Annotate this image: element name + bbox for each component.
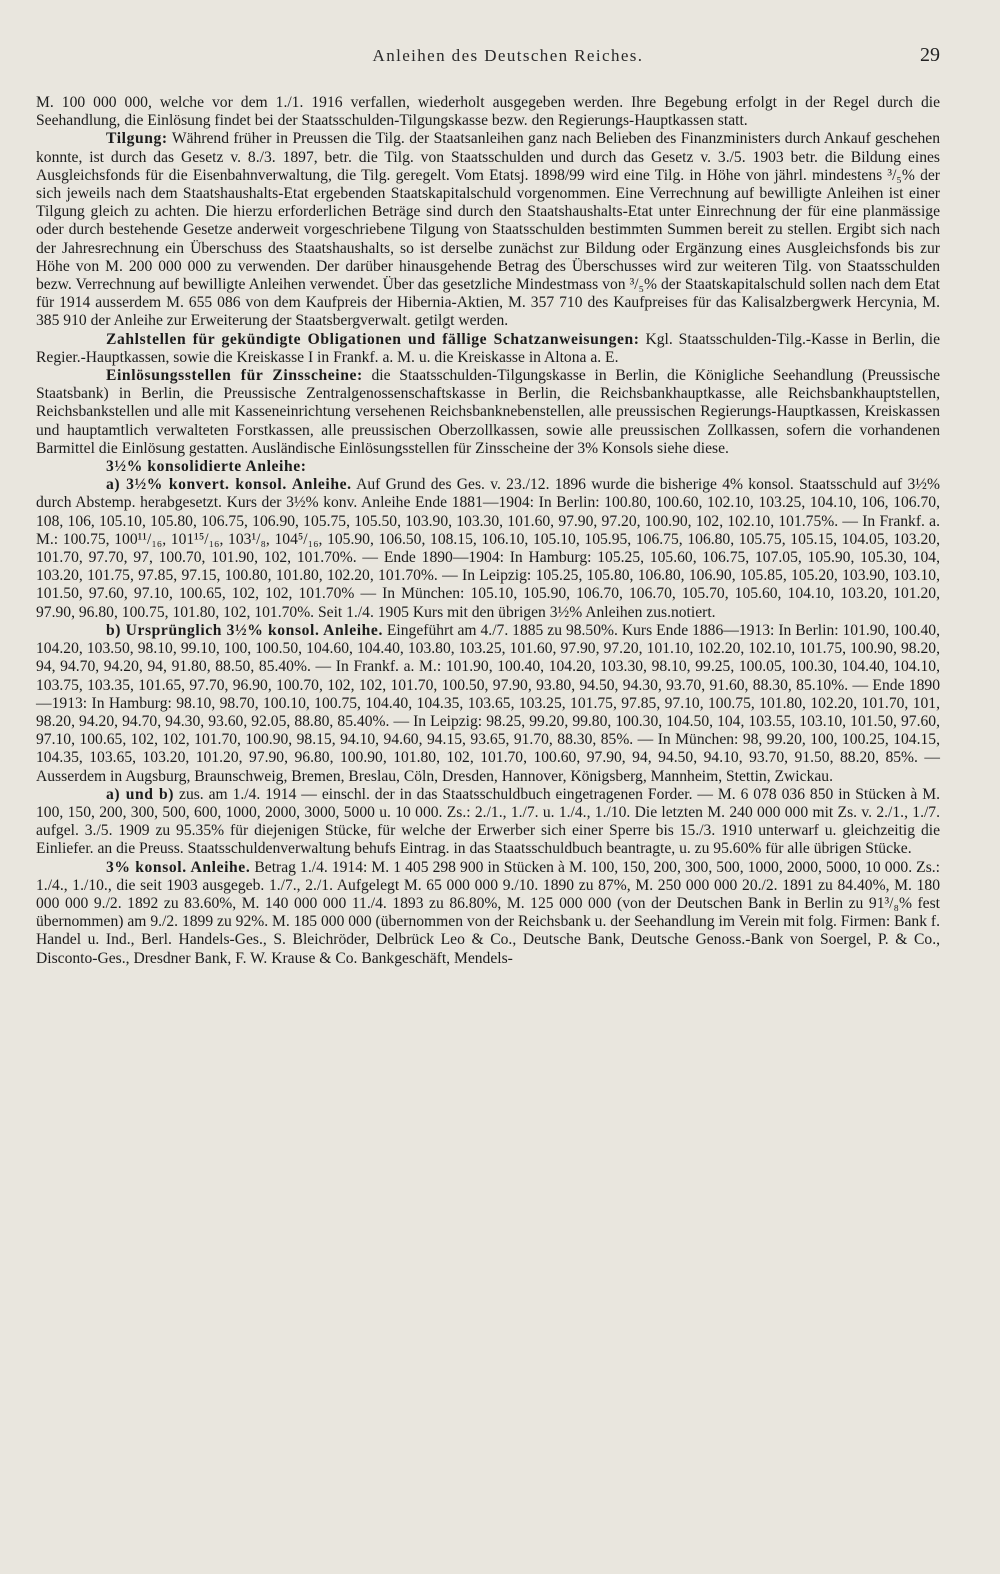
paragraph-text: zus. am 1./4. 1914 — einschl. der in das Staatsschuldbuch eingetragenen Forder. — M. 6 078 036 850 in Stücken à M. 100, 150, 200, 300, 500, 600, 1000, 2000, 3000, 5000 u. 10 000. Zs.: 2./1., 1./7. u. 1./4., 1./10. Die letzten M. 240 000 000 mit Zs. v. 2./1., 1./7. aufgel. 3./5. 1909 zu 95.35% für diejenigen Stücke, für welche der Erwerber sich einer Sperre bis 15./3. 1910 unterwarf u. gleichzeitig die Einliefer. an die Preuss. Staatsschuldenverwaltung behufs Eintrag. in das Staatsschuldbuch beantragte, u. zu 95.60% für alle übrigen Stücke. (36, 785, 940, 858)
paragraph-3pct-konsol (36, 859, 940, 968)
paragraph-heading: Zahlstellen für gekündigte Obligationen und fällige Schatzanweisungen: (106, 330, 640, 348)
running-title: Anleihen des Deutschen Reiches. (372, 46, 644, 65)
paragraph-heading: Tilgung: (106, 130, 168, 148)
paragraph-einloesungsstellen (36, 367, 940, 458)
paragraph-text: Betrag 1./4. 1914: M. 1 405 298 900 in Stücken à M. 100, 150, 200, 300, 500, 1000, 2000, 5000, 10 000. Zs.: 1./4., 1./10., die seit 1903 ausgegeb. 1./7., 2./1. Aufgelegt M. 65 000 000 9./10. 1890 zu 87%, M. 250 000 000 20./2. 1891 zu 84.40%, M. 180 000 000 9./2. 1892 zu 83.60%, M. 140 000 000 11./4. 1893 zu 86.80%, M. 125 000 000 (von der Deutschen Bank in Berlin zu 91³/₈% fest übernommen) am 9./2. 1899 zu 92%. M. 185 000 000 (übernommen von der Reichsbank u. der Seehandlung im Verein mit folg. Firmen: Bank f. Handel u. Ind., Berl. Handels-Ges., S. Bleichröder, Delbrück Leo & Co., Deutsche Bank, Deutsche Genoss.-Bank von Soergel, P. & Co., Disconto-Ges., Dresdner Bank, F. W. Krause & Co. Bankgeschäft, Mendels- (36, 858, 940, 967)
paragraph-text: Eingeführt am 4./7. 1885 zu 98.50%. Kurs Ende 1886—1913: In Berlin: 101.90, 100.40, 104.20, 103.50, 98.10, 99.10, 100, 100.50, 104.60, 104.40, 103.80, 103.25, 101.60, 97.90, 97.20, 101.10, 102.20, 102.10, 101.75, 100.90, 98.20, 94, 94.70, 94.20, 94, 91.80, 88.50, 85.40%. — In Frankf. a. M.: 101.90, 100.40, 104.20, 103.30, 98.10, 99.25, 100.05, 100.30, 104.40, 104.10, 103.75, 103.35, 101.65, 97.70, 96.90, 100.70, 102, 102, 101.70, 100.50, 97.90, 93.80, 94.50, 94.30, 93.70, 91.60, 88.30, 85.10%. — Ende 1890—1913: In Hamburg: 98.10, 98.70, 100.10, 100.75, 104.40, 104.35, 103.65, 103.25, 101.75, 97.85, 97.10, 100.75, 101.80, 102.20, 101.70, 101, 98.20, 94.20, 94.70, 94.30, 93.60, 92.05, 88.80, 85.40%. — In Leipzig: 98.25, 99.20, 99.80, 100.30, 104.50, 104, 103.55, 103.10, 101.50, 97.60, 97.10, 100.65, 102, 102, 101.70, 100.90, 98.15, 94.10, 94.60, 94.15, 93.65, 91.70, 88.30, 85%. — In München: 98, 99.20, 100, 100.25, 104.15, 104.35, 103.65, 103.20, 101.20, 97.90, 96.80, 100.90, 101.80, 102, 101.70, 100.60, 97.90, 94, 94.50, 94.10, 93.70, 91.50, 88.20, 85%. — Ausserdem in Augsburg, Braunschweig, Bremen, Breslau, Cöln, Dresden, Hannover, Königsberg, Mannheim, Stettin, Zwickau. (36, 621, 941, 785)
section-heading-konsolidierte-anleihe (36, 458, 940, 476)
paragraph-zusammen (36, 786, 940, 859)
paragraph-text: die Staatsschulden-Tilgungskasse in Berlin, die Königliche Seehandlung (Preussische Staatsbank) in Berlin, die Preussische Zentralgenossenschaftskasse in Berlin, die Reichsbankhauptkasse, alle Reichsbankhauptstellen, Reichsbankstellen und alle mit Kasseneinrichtung versehenen Reichsbanknebenstellen, alle preussischen Regierungs-Hauptkassen, Kreiskassen und hauptamtlich verwalteten Forstkassen, alle preussischen Oberzollkassen, sowie alle preussischen Zollkassen, sofern die vorhandenen Barmittel die Einlösung gestatten. Ausländische Einlösungsstellen für Zinsscheine der 3% Konsols siehe diese. (36, 367, 940, 457)
paragraph-text: Während früher in Preussen die Tilg. der Staatsanleihen ganz nach Belieben des Finanzministers durch Ankauf geschehen konnte, ist durch das Gesetz v. 8./3. 1897, betr. die Tilg. von Staatsschulden und durch das Gesetz v. 3./5. 1903 betr. die Bildung eines Ausgleichsfonds für die Eisenbahnverwaltung, die Tilg. geregelt. Vom Etatsj. 1898/99 wird eine Tilg. in Höhe von jährl. mindestens ³/₅% der sich jeweils nach dem Staatshaushalts-Etat ergebenden Staatskapitalschuld vorgenommen. Eine Verrechnung auf bewilligte Anleihen ist einer Tilgung gleich zu achten. Die hierzu erforderlichen Beträge sind durch den Staatshaushalts-Etat unter Einrechnung der für eine planmässige oder durch bestehende Gesetze anderweit vorgeschriebene Tilgung von Staatsschulden bestimmten Summen bereit zu stellen. Ergibt sich nach der Jahresrechnung ein Überschuss des Staatshaushalts, so ist derselbe zunächst zur Bildung oder Ergänzung eines Ausgleichsfonds bis zur Höhe von M. 200 000 000 zu verwenden. Der darüber hinausgehende Betrag des Überschusses wird zur weiteren Tilg. von Staatsschulden bezw. Verrechnung auf bewilligte Anleihen verwendet. Über das gesetzliche Mindestmass von ³/₅% der Staatskapitalschuld sollen nach dem Etat für 1914 ausserdem M. 655 086 von dem Kaufpreis der Hibernia-Aktien, M. 357 710 des Kaufpreises für das Kalisalzbergwerk Hercynia, M. 385 910 der Anleihe zur Erweiterung der Staatsbergverwalt. getilgt werden. (36, 130, 940, 330)
paragraph-zahlstellen (36, 331, 940, 367)
running-head (36, 44, 940, 94)
paragraph-tilgung (36, 130, 940, 330)
paragraph-intro (36, 94, 940, 130)
paragraph-konvert-anleihe (36, 476, 940, 622)
paragraph-heading: Einlösungsstellen für Zinsscheine: (106, 367, 363, 385)
section-heading: 3½% konsolidierte Anleihe: (106, 458, 307, 476)
paragraph-heading: a) und b) (106, 785, 175, 803)
paragraph-text: M. 100 000 000, welche vor dem 1./1. 1916 verfallen, wiederholt ausgegeben werden. Ihre Begebung erfolgt in der Regel durch die Seehandlung, die Einlösung findet bei der Staatsschulden-Tilgungskasse bezw. den Regierungs-Hauptkassen statt. (36, 94, 940, 130)
paragraph-urspruenglich-anleihe (36, 622, 940, 786)
paragraph-heading: a) 3½% konvert. konsol. Anleihe. (106, 476, 352, 494)
paragraph-heading: b) Ursprünglich 3½% konsol. Anleihe. (106, 621, 383, 639)
paragraph-text: Auf Grund des Ges. v. 23./12. 1896 wurde die bisherige 4% konsol. Staatsschuld auf 3½% durch Abstemp. herabgesetzt. Kurs der 3½% konv. Anleihe Ende 1881—1904: In Berlin: 100.80, 100.60, 102.10, 103.25, 104.10, 106, 106.70, 108, 106, 105.10, 105.80, 106.75, 106.90, 105.75, 105.50, 103.90, 103.30, 101.60, 97.90, 97.20, 100.90, 102, 102.10, 101.75%. — In Frankf. a. M.: 100.75, 100¹¹/₁₆, 101¹⁵/₁₆, 103¹/₈, 104⁵/₁₆, 105.90, 106.50, 108.15, 106.10, 105.10, 105.95, 106.75, 106.80, 105.75, 105.15, 104.05, 103.20, 101.70, 97.70, 97, 100.70, 101.90, 102, 101.70%. — Ende 1890—1904: In Hamburg: 105.25, 105.60, 106.75, 107.05, 105.90, 105.30, 104, 103.20, 101.75, 97.85, 97.15, 100.80, 101.80, 102.20, 101.70%. — In Leipzig: 105.25, 105.80, 106.80, 106.90, 105.85, 105.20, 103.90, 103.10, 101.50, 97.60, 97.10, 100.65, 102, 102, 101.70% — In München: 105.10, 105.90, 106.70, 106.70, 105.70, 105.60, 104.10, 103.20, 101.20, 97.90, 96.80, 100.75, 101.80, 102, 101.70%. Seit 1./4. 1905 Kurs mit den übrigen 3½% Anleihen zus.notiert. (36, 476, 940, 621)
body-text (36, 94, 940, 968)
page-number: 29 (920, 44, 940, 66)
paragraph-text: Kgl. Staatsschulden-Tilg.-Kasse in Berlin, die Regier.-Hauptkassen, sowie die Kreiskasse I in Frankf. a. M. u. die Kreiskasse in Altona a. E. (36, 330, 940, 366)
paragraph-heading: 3% konsol. Anleihe. (106, 858, 251, 876)
